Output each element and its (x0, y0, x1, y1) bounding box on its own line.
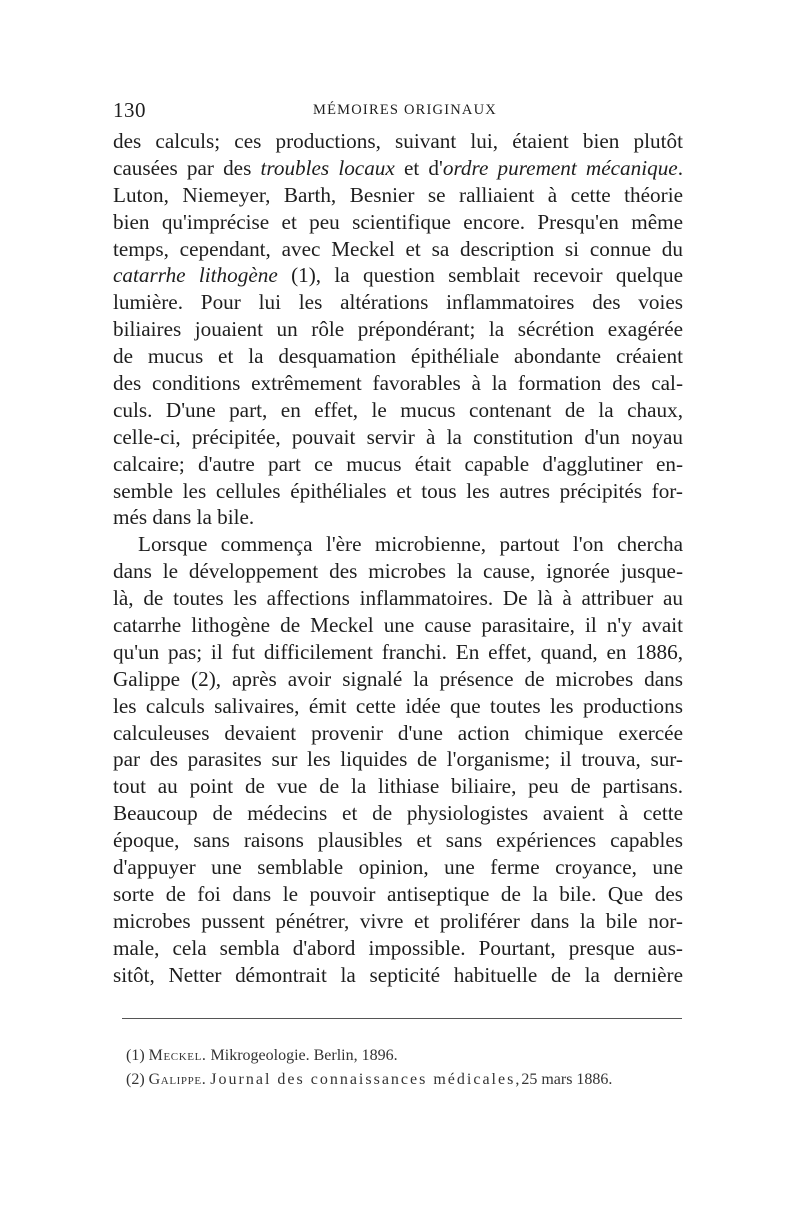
footnote-separator (122, 1018, 682, 1019)
text-line: microbes pussent pénétrer, vivre et proliférer dans la bile nor- (113, 908, 683, 933)
text-line: d'appuyer une semblable opinion, une ferme croyance, une (113, 855, 683, 880)
text-line: bien qu'imprécise et peu scientifique encore. Presqu'en même (113, 209, 683, 234)
text-line: Luton, Niemeyer, Barth, Besnier se ralliaient à cette théorie (113, 182, 683, 207)
text-line: de mucus et la desquamation épithéliale abondante créaient (113, 344, 683, 369)
text-line: catarrhe lithogène de Meckel une cause parasitaire, il n'y avait (113, 613, 683, 638)
text-line: Beaucoup de médecins et de physiologistes avaient à cette (113, 801, 683, 826)
text-line: des calculs; ces productions, suivant lui, étaient bien plutôt (113, 129, 683, 153)
paragraph-end-line: més dans la bile. (113, 505, 255, 530)
footnote-1: (1) Meckel. Mikrogeologie. Berlin, 1896. (126, 1047, 398, 1064)
text-line: tout au point de vue de la lithiase biliaire, peu de partisans. (113, 774, 683, 799)
footnote-2: (2) Galippe. Journal des connaissances médicales,25 mars 1886. (126, 1071, 613, 1088)
text-line: des conditions extrêmement favorables à la formation des cal- (113, 371, 683, 396)
text-line: qu'un pas; il fut difficilement franchi. En effet, quand, en 1886, (113, 639, 683, 664)
text-line: male, cela sembla d'abord impossible. Pourtant, presque aus- (113, 935, 683, 960)
text-line: les calculs salivaires, émit cette idée que toutes les productions (113, 693, 683, 718)
running-title: MÉMOIRES ORIGINAUX (313, 102, 497, 118)
paragraph-start-line: Lorsque commença l'ère microbienne, partout l'on chercha (138, 532, 683, 557)
text-line: temps, cependant, avec Meckel et sa description si connue du (113, 236, 683, 261)
page-number: 130 (113, 98, 146, 122)
text-line: Galippe (2), après avoir signalé la présence de microbes dans (113, 666, 683, 691)
body-text (113, 128, 683, 989)
text-line: calcaire; d'autre part ce mucus était capable d'agglutiner en- (113, 451, 683, 476)
text-line: causées par des troubles locaux et d'ordre purement mécanique. (113, 155, 684, 180)
text-line: calculeuses devaient provenir d'une action chimique exercée (113, 720, 683, 745)
text-line: par des parasites sur les liquides de l'organisme; il trouva, sur- (113, 747, 683, 772)
text-line: sitôt, Netter démontrait la septicité habituelle de la dernière (113, 962, 683, 987)
text-line: dans le développement des microbes la cause, ignorée jusque- (113, 559, 683, 584)
page-header (113, 98, 688, 124)
text-line: catarrhe lithogène (1), la question semblait recevoir quelque (113, 263, 683, 288)
text-line: culs. D'une part, en effet, le mucus contenant de la chaux, (113, 397, 683, 422)
text-line: époque, sans raisons plausibles et sans expériences capables (113, 828, 683, 853)
text-line: sorte de foi dans le pouvoir antiseptique de la bile. Que des (113, 881, 683, 906)
text-line: là, de toutes les affections inflammatoires. De là à attribuer au (113, 586, 683, 611)
footnotes (126, 1044, 686, 1092)
text-line: lumière. Pour lui les altérations inflammatoires des voies (113, 290, 683, 315)
text-line: celle-ci, précipitée, pouvait servir à la constitution d'un noyau (113, 424, 683, 449)
text-line: semble les cellules épithéliales et tous les autres précipités for- (113, 478, 683, 503)
text-line: biliaires jouaient un rôle prépondérant; la sécrétion exagérée (113, 317, 683, 342)
